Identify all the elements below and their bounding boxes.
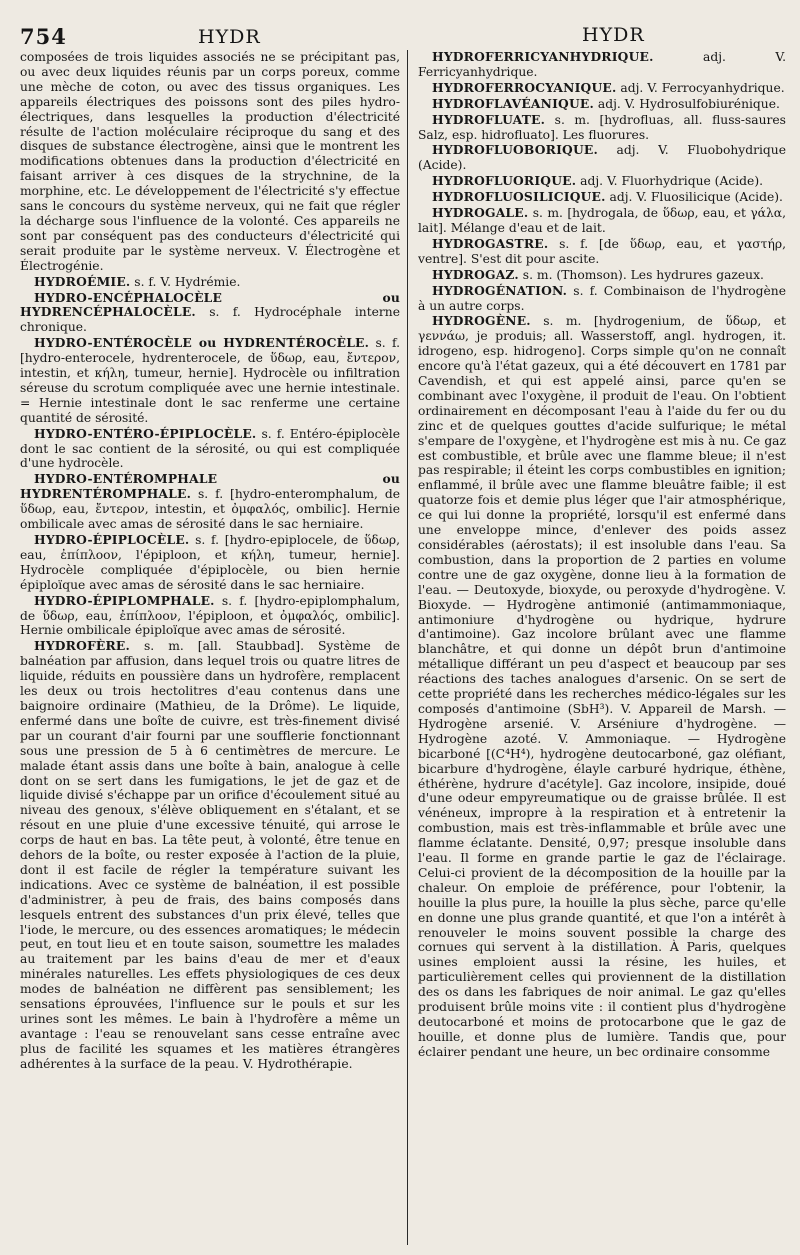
entry-definition: s. f. Hydrocéphale interne chronique. [20,305,400,335]
entry-headword: HYDROFERROCYANIQUE. [432,79,617,95]
dictionary-entry [20,291,400,336]
entry-definition: s. f. [hydro-enterocele, hydrenterocele, de ὕδωρ, eau, ἔντερον, intestin, et κήλη, tumeur, hernie]. Hydrocèle ou infiltration séreuse du scrotum compliquée avec une hernie intestinale. = Hernie intestinale dont le sac renferme une certaine quantité de sérosité. [20,336,400,425]
running-head-right: HYDR [582,24,645,46]
entry-definition: s. m. [all. Staubbad]. Système de balnéation par affusion, dans lequel trois ou quatre litres de liquide, réduits en poussière dans un hydrofère, remplacent les deux ou trois hectolitres d'eau contenus dans une baignoire ordinaire (Mathieu, de la Drôme). Le liquide, enfermé dans une boîte de cuivre, est très-finement divisé par un courant d'air fourni par une soufflerie fonctionnant sous une pression de 5 à 6 centimètres de mercure. Le malade étant assis dans une boîte à bain, analogue à celle dont on se sert dans les fumigations, le jet de gaz et de liquide divisé s'échappe par un orifice d'écoulement situé au niveau des genoux, s'élève obliquement en s'étalant, et se résout en une pluie d'une excessive ténuité, qui arrose le corps de haut en bas. La tête peut, à volonté, être tenue en dehors de la boîte, ou rester exposée à l'action de la pluie, dont il est facile de régler la température suivant les indications. Avec ce système de balnéation, il est possible d'administrer, à peu de frais, des bains composés dans lesquels entrent des substances d'un prix élevé, telles que l'iode, le mercure, ou des essences aromatiques; le médecin peut, en tout lieu et en toute saison, soumettre les malades au traitement par les bains d'eau de mer et d'eaux minérales naturelles. Les effets physiologiques de ces deux modes de balnéation ne diffèrent pas sensiblement; les sensations éprouvées, l'influence sur le pouls et sur les urines sont les mêmes. Le bain à l'hydrofère a même un avantage : l'eau se renouvelant sans cesse entraîne avec plus de facilité les squames et les matières étrangères adhérentes à la surface de la peau. V. Hydrothérapie. [20,639,400,1071]
dictionary-entry [418,237,786,267]
entry-definition: s. m. [hydrofluas, all. fluss-saures Salz, esp. hidrofluato]. Les fluorures. [418,112,786,142]
left-column [20,50,400,1245]
dictionary-entry [418,81,786,96]
entry-headword: HYDROÉMIE. [34,273,131,289]
running-head-left: HYDR [198,26,261,48]
entry-headword: HYDRO-ENTÉROCÈLE ou HYDRENTÉROCÈLE. [34,335,370,351]
entry-headword: HYDRO-ENTÉROMPHALE ou HYDRENTÉROMPHALE. [20,471,400,502]
page-header [20,22,786,52]
entry-headword: HYDRO-ENTÉRO-ÉPIPLOCÈLE. [34,425,257,441]
dictionary-entry [418,314,786,1059]
entry-headword: HYDROGAZ. [432,266,519,282]
entry-headword: HYDROGÉNATION. [432,282,568,298]
dictionary-entry [418,268,786,283]
entry-definition: s. f. [hydro-epiplomphalum, de ὕδωρ, eau, ἐπίπλοον, l'épiploon, et ὀμφαλός, ombilic]. Hernie ombilicale épiploïque avec amas de sérosité. [20,593,400,638]
entry-definition: adj. V. Hydrosulfobiurénique. [593,96,780,111]
entry-definition: adj. V. Fluorhydrique (Acide). [576,174,764,189]
entry-definition: s. f. [de ὕδωρ, eau, et γαστήρ, ventre]. S'est dit pour ascite. [418,236,786,266]
entry-definition: s. f. Entéro-épiplocèle dont le sac contient de la sérosité, ou qui est compliquée d'une hydrocèle. [20,426,400,471]
dictionary-entry [418,174,786,189]
entry-headword: HYDROGASTRE. [432,235,549,251]
entry-headword: HYDROGÈNE. [432,313,531,329]
entry-definition: adj. V. Ferrocyanhydrique. [616,80,785,95]
entry-definition: s. f. Combinaison de l'hydrogène à un autre corps. [418,283,786,313]
entry-headword: HYDROFLUOSILICIQUE. [432,189,606,205]
dictionary-entry [20,594,400,639]
dictionary-entry [418,143,786,173]
entry-headword: HYDROFERRICYANHYDRIQUE. [432,50,654,64]
entry-headword: HYDROFLAVÉANIQUE. [432,95,594,111]
entry-definition: composées de trois liquides associés ne se précipitant pas, ou avec deux liquides réunis par un corps poreux, comme une mèche de coton, ou avec des tissus organiques. Les appareils électriques des poissons sont des piles hydro-électriques, dans lesquelles la production d'électricité résulte de l'action moléculaire réciproque du sang et des disques de substance électrogène, ainsi que le montrent les modifications obtenues dans la production d'électricité en faisant arriver à ces disques de la strychnine, de la morphine, etc. Le développement de l'électricité s'y effectue sans le concours du système nerveux, qui ne fait que régler la décharge sous l'influence de la volonté. Ces appareils ne sont par conséquent pas des conducteurs d'électricité qui serait produite par le système nerveux. V. Électrogène et Électrogénie. [20,50,400,273]
dictionary-entry [20,275,400,290]
dictionary-entry [20,50,400,274]
entry-headword: HYDRO-ENCÉPHALOCÈLE ou HYDRENCÉPHALOCÈLE. [20,289,400,320]
entry-definition: adj. V. Fluosilicique (Acide). [605,190,783,205]
entry-definition: adj. V. Fluobohydrique (Acide). [418,143,786,173]
dictionary-entry [418,97,786,112]
entry-headword: HYDROFLUORIQUE. [432,173,577,189]
column-divider [407,50,408,1245]
dictionary-entry [418,284,786,314]
page-number: 754 [20,24,67,49]
entry-definition: s. m. (Thomson). Les hydrures gazeux. [518,267,764,282]
dictionary-entry [418,206,786,236]
entry-definition: s. f. [hydro-enteromphalum, de ὕδωρ, eau, ἔντερον, intestin, et ὀμφαλός, ombilic]. Hernie ombilicale avec amas de sérosité dans le sac herniaire. [20,487,400,532]
entry-definition: adj. V. Ferricyanhydrique. [418,50,786,79]
entry-headword: HYDROFLUATE. [432,111,546,127]
entry-headword: HYDROGALE. [432,205,529,221]
entry-definition: s. f. [hydro-epiplocele, de ὕδωρ, eau, ἐπίπλοον, l'épiploon, et κήλη, tumeur, hernie]. Hydrocèle compliquée d'épiplocèle, ou bien hernie épiploïque avec amas de sérosité dans le sac herniaire. [20,533,400,592]
dictionary-entry [20,472,400,532]
dictionary-entry [418,113,786,143]
entry-headword: HYDROFÈRE. [34,638,130,654]
entry-headword: HYDROFLUOBORIQUE. [432,142,598,158]
entry-headword: HYDRO-ÉPIPLOCÈLE. [34,532,190,547]
right-column [418,50,786,1245]
entry-definition: s. m. [hydrogenium, de ὕδωρ, et γεννάω, je produis; all. Wasserstoff, angl. hydrogen, it. idrogeno, esp. hidrogeno]. Corps simple qu'on ne connaît encore qu'à l'état gazeux, qui a été découvert en 1781 par Cavendish, et qui est appelé ainsi, parce qu'en se combinant avec l'oxygène, il produit de l'eau. On l'obtient ordinairement en décomposant l'eau à l'aide du fer ou du zinc et de quelques gouttes d'acide sulfurique; le métal s'empare de l'oxygène, et l'hydrogène est mis à nu. Ce gaz est combustible, et brûle avec une flamme bleue; il n'est pas respirable; il éteint les corps combustibles en ignition; enflammé, il brûle avec une flamme bleuâtre faible; il est quatorze fois et demie plus léger que l'air atmosphérique, ce qui lui donne la propriété, lorsqu'il est enfermé dans une enveloppe mince, d'enlever des poids assez considérables (aérostats); il est insoluble dans l'eau. Sa combustion, dans la proportion de 2 parties en volume contre une de gaz oxygène, donne lieu à la formation de l'eau. — Deutoxyde, bioxyde, ou peroxyde d'hydrogène. V. Bioxyde. — Hydrogène antimonié (antimammoniaque, antimoniure d'hydrogène ou hydrique, hydrure d'antimoine). Gaz incolore brûlant avec une flamme blanchâtre, et qui donne un dépôt brun d'antimoine métallique différant un peu d'aspect et beaucoup par ses réactions des taches analogues d'arsenic. On se sert de cette propriété dans les recherches médico-légales sur les composés d'antimoine (SbH³). V. Appareil de Marsh. — Hydrogène arsenié. V. Arséniure d'hydrogène. — Hydrogène azoté. V. Ammoniaque. — Hydrogène bicarboné [(C⁴H⁴), hydrogène deutocarboné, gaz oléfiant, bicarbure d'hydrogène, élayle carburé hydrique, éthène, éthérène, hydrure d'acétyle]. Gaz incolore, insipide, doué d'une odeur empyreumatique ou de graisse brûlée. Il est vénéneux, impropre à la respiration et à entretenir la combustion, mais est très-inflammable et brûle avec une flamme éclatante. Densité, 0,97; presque insoluble dans l'eau. Il forme en grande partie le gaz de l'éclairage. Celui-ci provient de la décomposition de la houille par la chaleur. On emploie de préférence, pour l'obtenir, la houille la plus pure, la houille la plus sèche, parce qu'elle en donne une plus grande quantité, et que l'on a intérêt à renouveler le moins souvent possible la charge des cornues qui servent à la distillation. À Paris, quelques usines emploient aussi la résine, les huiles, et particulièrement celles qui proviennent de la distillation des os dans les fabriques de noir animal. Le gaz qu'elles produisent brûle moins vite : il contient plus d'hydrogène deutocarboné et moins de protocarbone que le gaz de houille, et donne plus de lumière. Tandis que, pour éclairer pendant une heure, un bec ordinaire consomme [418,314,786,1059]
entry-definition: s. m. [hydrogala, de ὕδωρ, eau, et γάλα, lait]. Mélange d'eau et de lait. [418,206,786,235]
dictionary-entry [20,336,400,425]
dictionary-entry [20,533,400,593]
dictionary-entry [20,427,400,472]
dictionary-entry [418,190,786,205]
dictionary-entry [20,639,400,1071]
entry-headword: HYDRO-ÉPIPLOMPHALE. [34,592,215,608]
entry-definition: s. f. V. Hydrémie. [130,274,241,289]
dictionary-entry [418,50,786,80]
